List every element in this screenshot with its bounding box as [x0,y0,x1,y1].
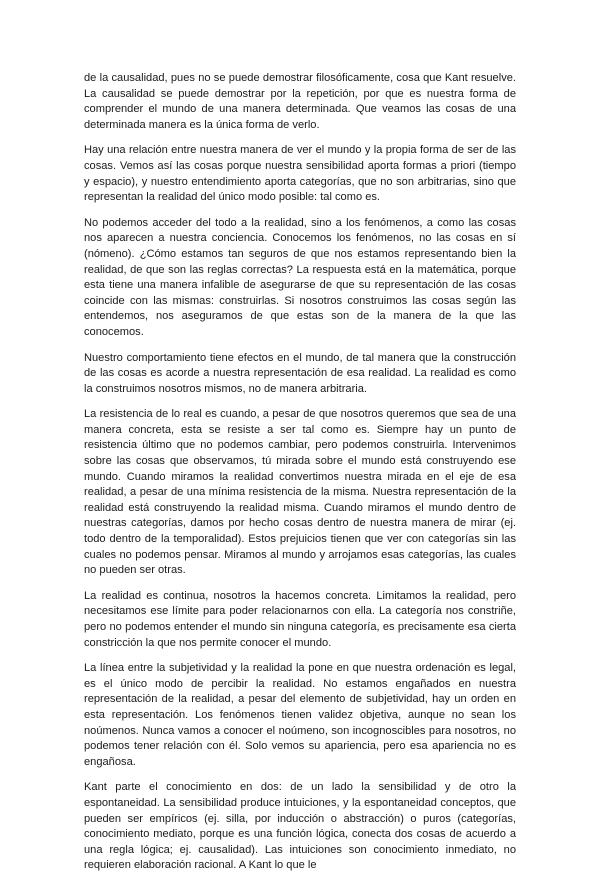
paragraph-continua: La realidad es continua, nosotros la hacemos concreta. Limitamos la realidad, pero necesitamos ese límite para poder relacionarnos con ella. La categoría nos constriñe, pero no podemos entender el mundo sin ninguna categoría, es precisamente esa cierta constricción la que nos permite conocer el mundo. [84,589,516,649]
paragraph-conocimiento: Kant parte el conocimiento en dos: de un lado la sensibilidad y de otro la espontaneidad. La sensibilidad produce intuiciones, y la espontaneidad conceptos, que pueden ser empíricos (ej. silla, por inducción o abstracción) o puros (categorías, conocimiento mediato, porque es una función lógica, conecta dos cosas de acuerdo a una regla lógica; ej. causalidad). Las intuiciones son conocimiento inmediato, no requieren elaboración racional. A Kant lo que le [84,781,516,872]
paragraph-causalidad: de la causalidad, pues no se puede demostrar filosóficamente, cosa que Kant resuelve. La causalidad se puede demostrar por la repetición, por que es nuestra forma de comprender el mundo de una manera determinada. Que veamos las cosas de una determinada manera es la única forma de verlo. [84,72,516,131]
document-page [84,71,516,884]
paragraph-relacion: Hay una relación entre nuestra manera de ver el mundo y la propia forma de ser de las cosas. Vemos así las cosas porque nuestra sensibilidad aporta formas a priori (tiempo y espacio), y nuestro entendimiento aporta categorías, que no son arbitrarias, sino que representan la realidad del único modo posible: tal como es. [84,144,516,204]
paragraph-subjetividad: La línea entre la subjetividad y la realidad la pone en que nuestra ordenación es legal, es el único modo de percibir la realidad. No estamos engañados en nuestra representación de la realidad, a pesar del elemento de subjetividad, hay un orden en esta representación. Los fenómenos tienen validez objetiva, aunque no sean los noúmenos. Nunca vamos a conocer el noúmeno, son incognoscibles para nosotros, no podemos tener relación con él. Solo vemos su apariencia, pero esa apariencia no es engañosa. [84,662,516,768]
paragraph-comportamiento: Nuestro comportamiento tiene efectos en el mundo, de tal manera que la construcción de las cosas es acorde a nuestra representación de esa realidad. La realidad es como la construimos nosotros mismos, no de manera arbitraria. [84,351,516,395]
paragraph-fenomenos: No podemos acceder del todo a la realidad, sino a los fenómenos, a como las cosas nos aparecen a nuestra conciencia. Conocemos los fenómenos, no las cosas en sí (nómeno). ¿Cómo estamos tan seguros de que nos estamos representando bien la realidad, de que son las reglas correctas? La respuesta está en la matemática, porque esta tiene una manera infalible de asegurarse de que su representación de las cosas coincide con las mismas: construirlas. Si nosotros construimos las cosas según las entendemos, nos aseguramos de que estas son de la manera de la que las conocemos. [84,216,516,338]
paragraph-resistencia: La resistencia de lo real es cuando, a pesar de que nosotros queremos que sea de una manera concreta, esta se resiste a ser tal como es. Siempre hay un punto de resistencia último que no podemos cambiar, pero podemos construirla. Intervenimos sobre las cosas que observamos, tú mirada sobre el mundo está construyendo ese mundo. Cuando miramos la realidad convertimos nuestra mirada en el eje de esa realidad, a pesar de una mínima resistencia de la misma. Nuestra representación de la realidad está construyendo la realidad misma. Cuando miramos el mundo dentro de nuestras categorías, damos por hecho cosas dentro de nuestra manera de mirar (ej. todo dentro de la temporalidad). Estos prejuicios tienen que ver con categorías sin las cuales no podemos pensar. Miramos al mundo y arrojamos esas categorías, las cuales no pueden ser otras. [84,408,516,577]
